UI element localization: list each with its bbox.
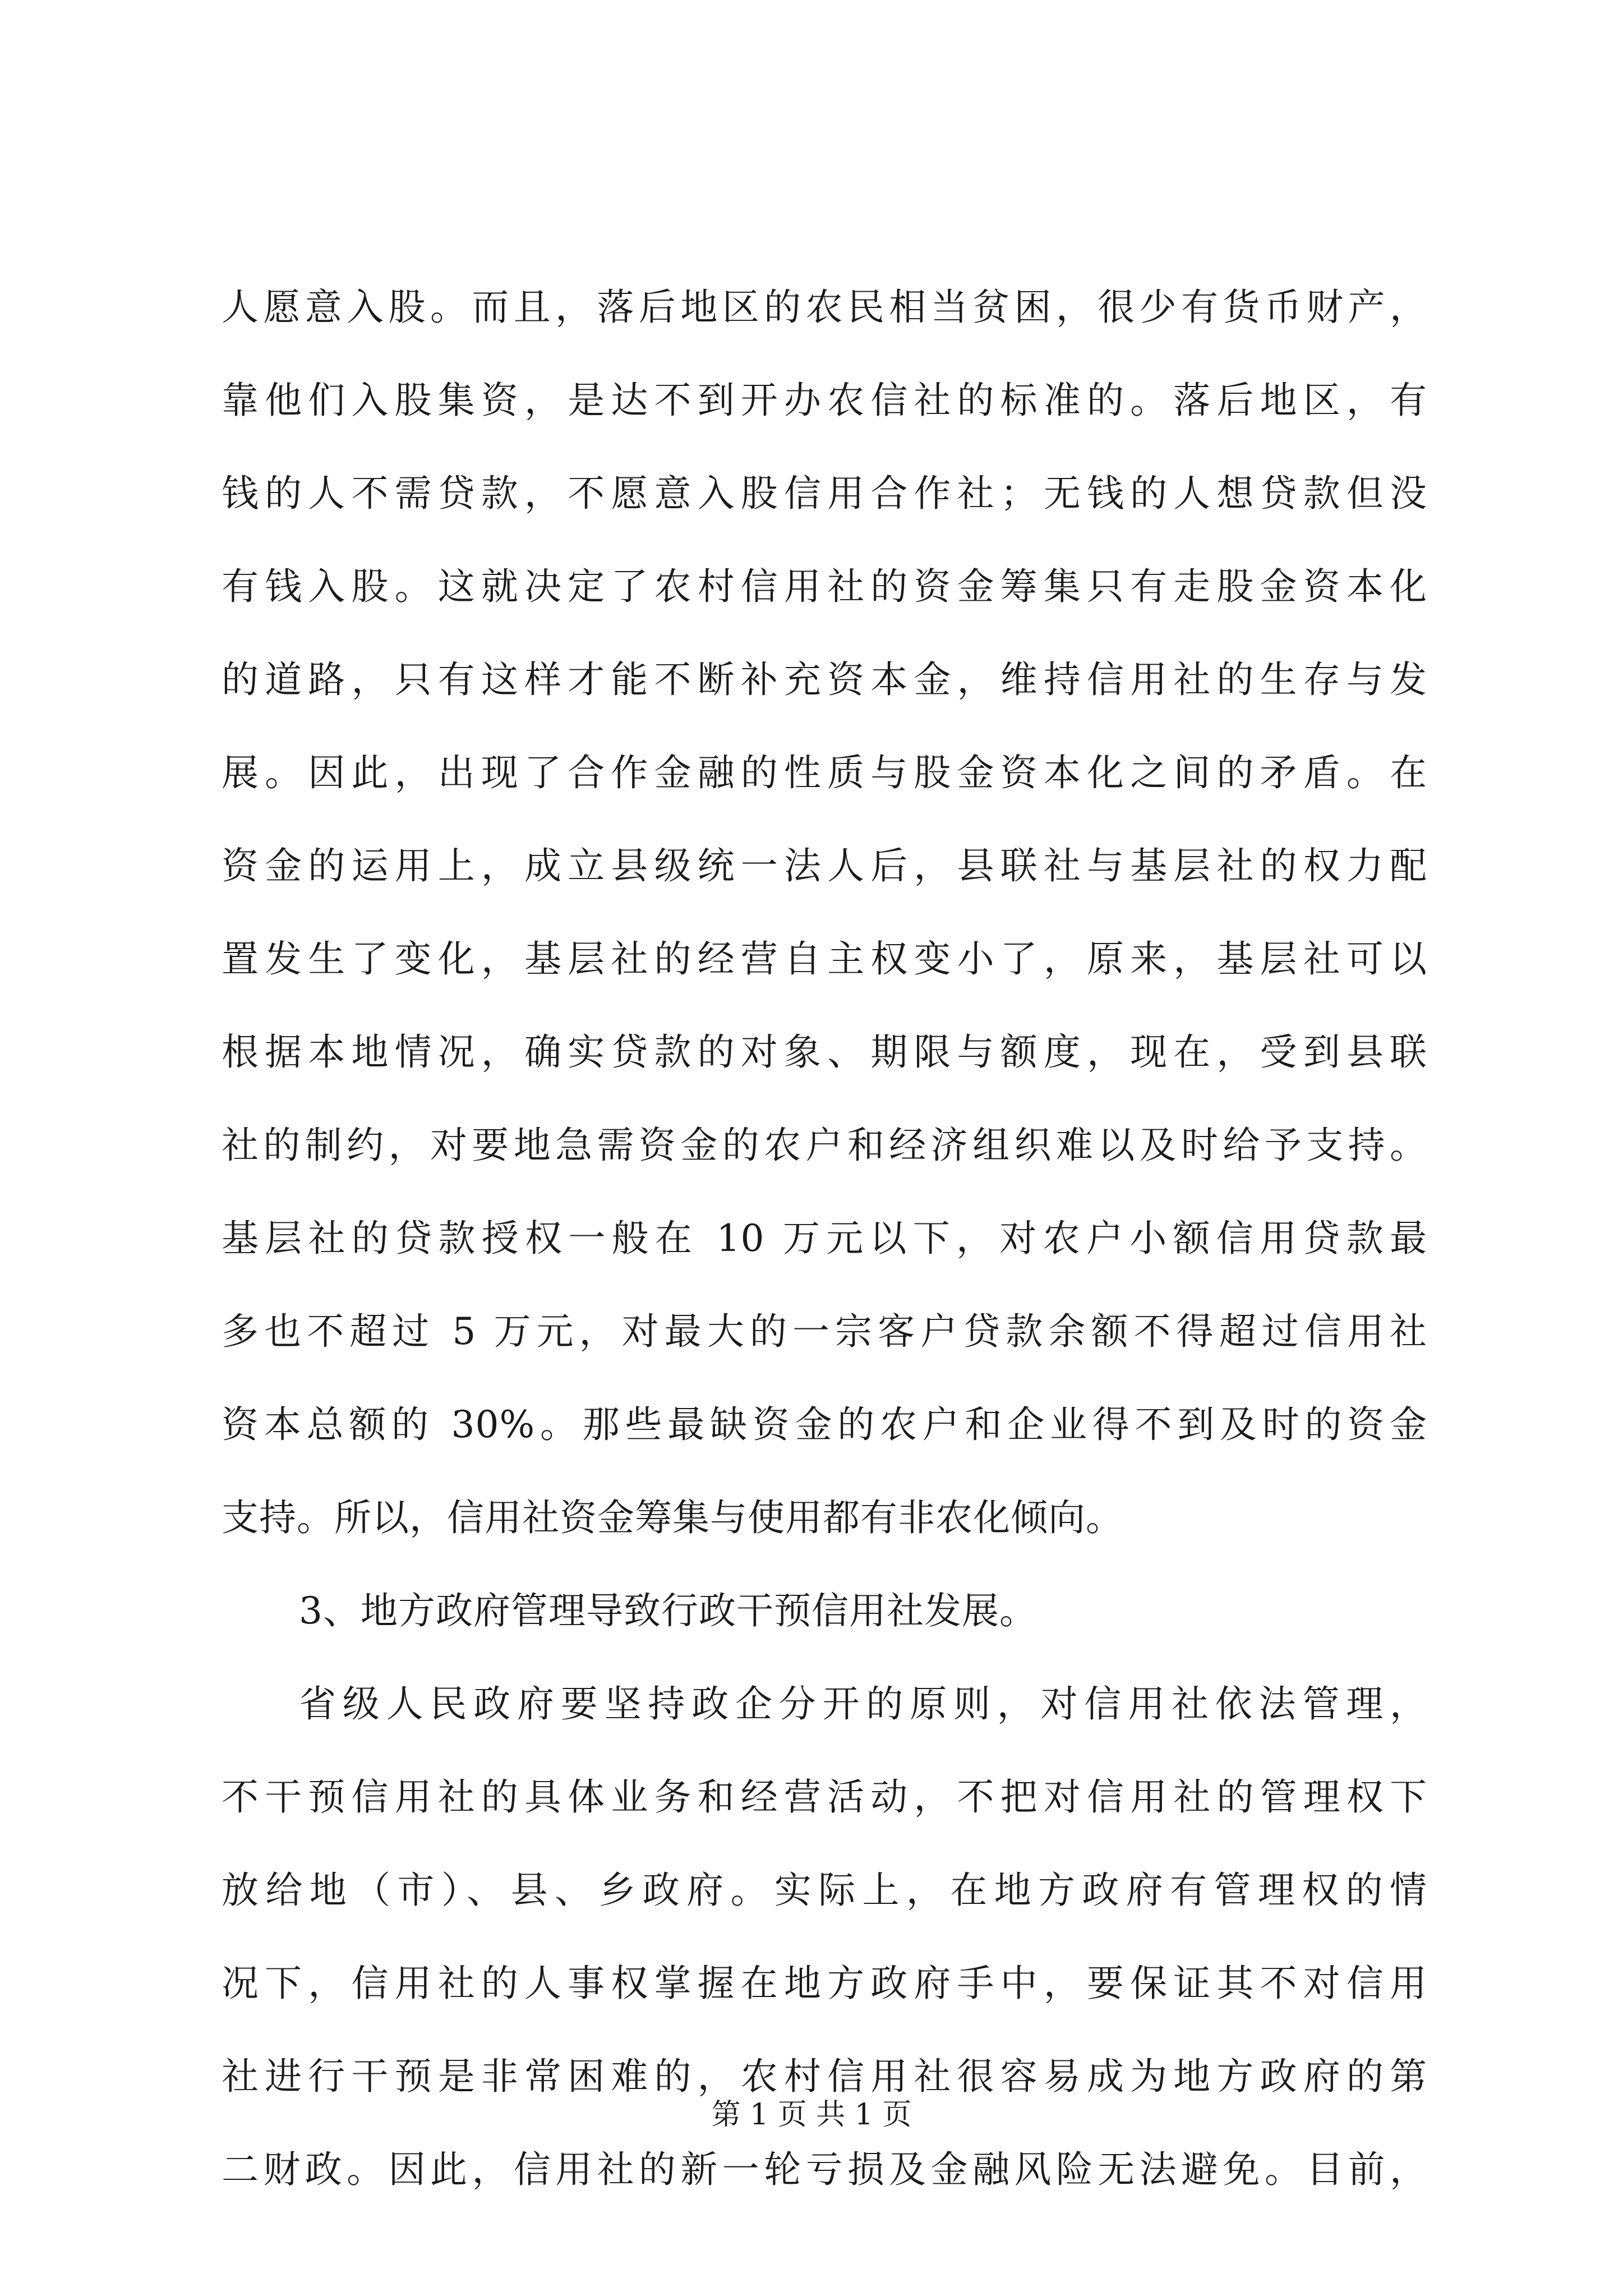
text-line: 靠他们入股集资，是达不到开办农信社的标准的。落后地区，有 <box>222 379 1427 422</box>
text-line: 展。因此，出现了合作金融的性质与股金资本化之间的矛盾。在 <box>222 751 1427 794</box>
text-line: 社的制约，对要地急需资金的农户和经济组织难以及时给予支持。 <box>222 1124 1427 1167</box>
text-line: 放给地（市）、县、乡政府。实际上，在地方政府有管理权的情 <box>222 1869 1427 1912</box>
text-line: 支持。所以，信用社资金筹集与使用都有非农化倾向。 <box>222 1496 1123 1539</box>
text-line: 钱的人不需贷款，不愿意入股信用合作社；无钱的人想贷款但没 <box>222 472 1427 515</box>
text-line: 省级人民政府要坚持政企分开的原则，对信用社依法管理， <box>299 1682 1427 1726</box>
text-line: 基层社的贷款授权一般在 10 万元以下，对农户小额信用贷款最 <box>222 1217 1427 1260</box>
page-footer: 第 1 页 共 1 页 <box>711 2098 912 2132</box>
section-heading: 3、地方政府管理导致行政干预信用社发展。 <box>299 1589 1037 1632</box>
text-line: 根据本地情况，确实贷款的对象、期限与额度，现在，受到县联 <box>222 1030 1427 1074</box>
text-line: 资金的运用上，成立县级统一法人后，县联社与基层社的权力配 <box>222 844 1427 887</box>
text-line: 人愿意入股。而且，落后地区的农民相当贫困，很少有货币财产， <box>222 286 1427 329</box>
text-line: 的道路，只有这样才能不断补充资本金，维持信用社的生存与发 <box>222 658 1427 701</box>
text-line: 置发生了变化，基层社的经营自主权变小了，原来，基层社可以 <box>222 937 1427 981</box>
text-line: 二财政。因此，信用社的新一轮亏损及金融风险无法避免。目前， <box>222 2148 1427 2191</box>
text-line: 资本总额的 30%。那些最缺资金的农户和企业得不到及时的资金 <box>222 1403 1427 1446</box>
body-text <box>222 261 1427 2216</box>
text-line: 有钱入股。这就决定了农村信用社的资金筹集只有走股金资本化 <box>222 565 1427 608</box>
text-line: 社进行干预是非常困难的，农村信用社很容易成为地方政府的第 <box>222 2055 1427 2098</box>
text-line: 不干预信用社的具体业务和经营活动，不把对信用社的管理权下 <box>222 1775 1427 1819</box>
text-line: 多也不超过 5 万元，对最大的一宗客户贷款余额不得超过信用社 <box>222 1310 1427 1353</box>
text-line: 况下，信用社的人事权掌握在地方政府手中，要保证其不对信用 <box>222 1962 1427 2005</box>
